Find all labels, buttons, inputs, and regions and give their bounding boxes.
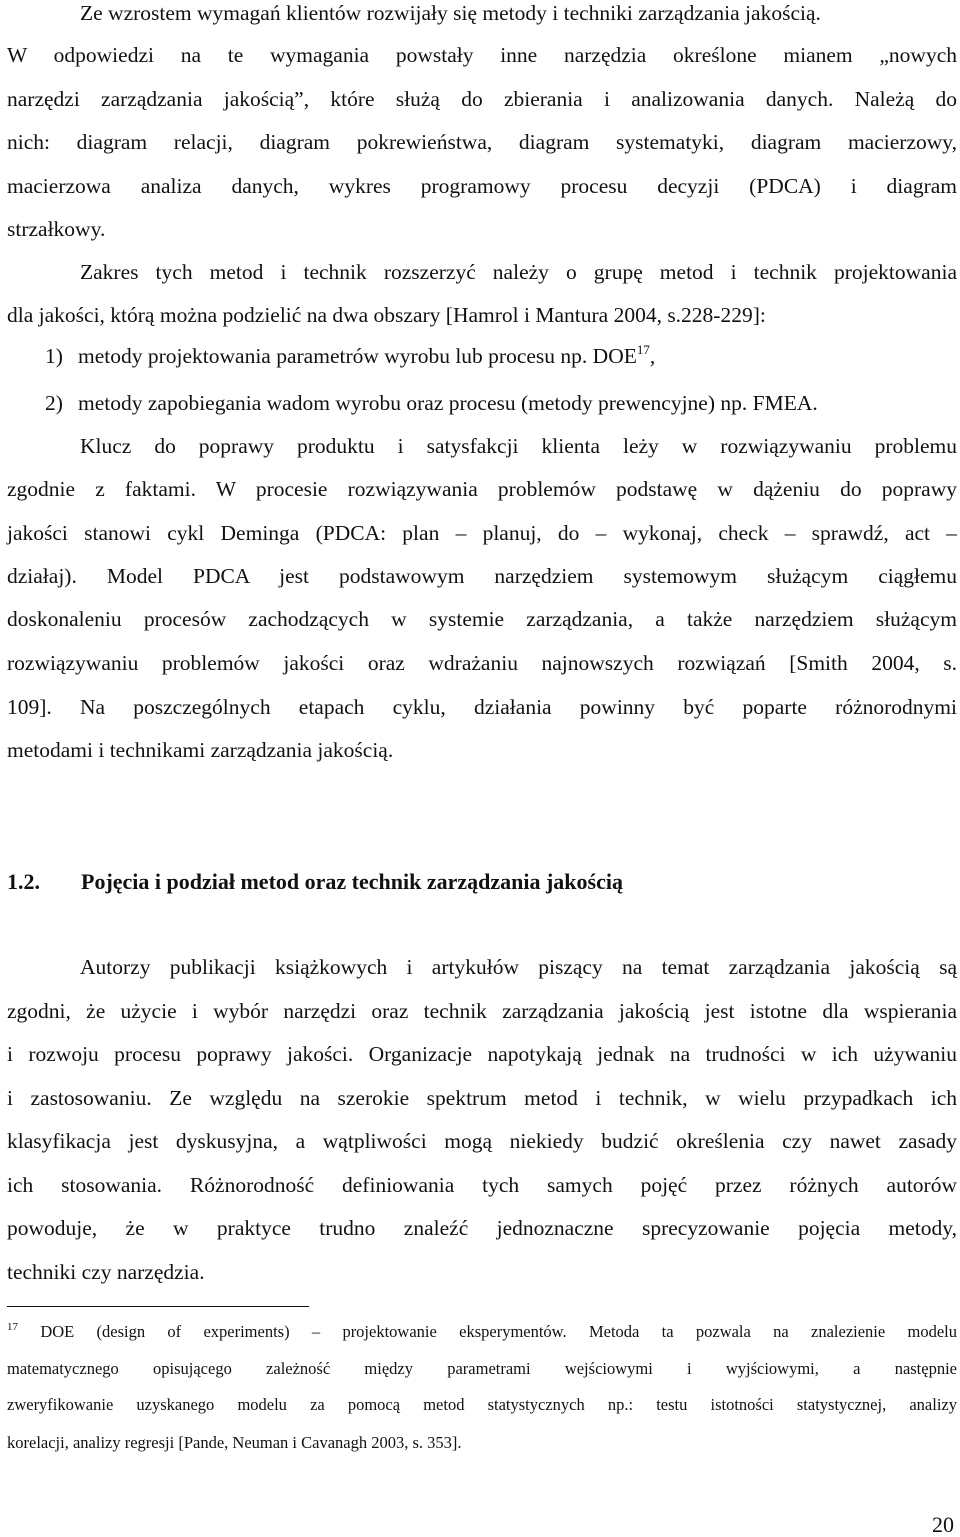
footnote-line-2: matematycznego opisującego zależność między parametrami wejściowymi i wyjściowymi, a następnie — [7, 1359, 957, 1378]
paragraph2-line-2: dla jakości, którą można podzielić na dwa obszary [Hamrol i Mantura 2004, s.228-229]: — [7, 303, 766, 327]
section-heading — [7, 868, 623, 896]
footnote-line-4: korelacji, analizy regresji [Pande, Neuman i Cavanagh 2003, s. 353]. — [7, 1433, 462, 1452]
paragraph3-line-4: działaj). Model PDCA jest podstawowym narzędziem systemowym służącym ciągłemu — [7, 564, 957, 588]
paragraph2-line-1: Zakres tych metod i technik rozszerzyć należy o grupę metod i technik projektowania — [80, 260, 957, 284]
list-item-1-trailing: , — [649, 344, 656, 368]
list-item-2 — [45, 390, 945, 416]
paragraph3-line-2: zgodnie z faktami. W procesie rozwiązywania problemów podstawę w dążeniu do poprawy — [7, 477, 957, 501]
footnote-line-1-text: DOE (design of experiments) – projektowanie eksperymentów. Metoda ta pozwala na znalezienie modelu — [40, 1322, 958, 1341]
paragraph3-line-8: metodami i technikami zarządzania jakością. — [7, 738, 394, 762]
paragraph1-line-1: Ze wzrostem wymagań klientów rozwijały się metody i techniki zarządzania jakością. — [80, 1, 821, 25]
paragraph3-line-1: Klucz do poprawy produktu i satysfakcji klienta leży w rozwiązywaniu problemu — [80, 434, 957, 458]
footnote-mark: 17 — [7, 1321, 18, 1333]
paragraph3-line-3: jakości stanowi cykl Deminga (PDCA: plan – planuj, do – wykonaj, check – sprawdź, act – — [7, 521, 957, 545]
paragraph1-line-5: macierzowa analiza danych, wykres programowy procesu decyzji (PDCA) i diagram — [7, 174, 957, 198]
footnote-separator — [7, 1306, 309, 1307]
footnote-ref-17[interactable]: 17 — [636, 342, 650, 357]
paragraph4-line-1: Autorzy publikacji książkowych i artykułów piszący na temat zarządzania jakością są — [80, 955, 957, 979]
list-item-2-text: metody zapobiegania wadom wyrobu oraz procesu (metody prewencyjne) np. FMEA. — [78, 391, 818, 415]
section-number: 1.2. — [7, 869, 40, 894]
footnote-line-1 — [7, 1321, 957, 1343]
list-item-1 — [45, 343, 945, 369]
paragraph4-line-4: i zastosowaniu. Ze względu na szerokie spektrum metod i technik, w wielu przypadkach ich — [7, 1086, 957, 1110]
footnote-line-3: zweryfikowanie uzyskanego modelu za pomocą metod statystycznych np.: testu istotności statystycznej, analizy — [7, 1395, 957, 1414]
paragraph4-line-7: powoduje, że w praktyce trudno znaleźć jednoznaczne sprecyzowanie pojęcia metody, — [7, 1216, 957, 1240]
paragraph1-line-2: W odpowiedzi na te wymagania powstały inne narzędzia określone mianem „nowych — [7, 43, 957, 67]
paragraph4-line-6: ich stosowania. Różnorodność definiowania tych samych pojęć przez różnych autorów — [7, 1173, 957, 1197]
paragraph1-line-6: strzałkowy. — [7, 217, 106, 241]
paragraph3-line-6: rozwiązywaniu problemów jakości oraz wdrażaniu najnowszych rozwiązań [Smith 2004, s. — [7, 651, 957, 675]
list-item-2-number: 2) — [45, 391, 63, 415]
paragraph1-line-4: nich: diagram relacji, diagram pokrewieństwa, diagram systematyki, diagram macierzowy, — [7, 130, 957, 154]
paragraph1-line-3: narzędzi zarządzania jakością”, które służą do zbierania i analizowania danych. Należą do — [7, 87, 957, 111]
paragraph4-line-2: zgodni, że użycie i wybór narzędzi oraz technik zarządzania jakością jest istotne dla wspierania — [7, 999, 957, 1023]
section-title: Pojęcia i podział metod oraz technik zarządzania jakością — [81, 869, 623, 894]
paragraph3-line-7: 109]. Na poszczególnych etapach cyklu, działania powinny być poparte różnorodnymi — [7, 695, 957, 719]
page-number: 20 — [932, 1512, 954, 1537]
paragraph4-line-8: techniki czy narzędzia. — [7, 1260, 205, 1284]
paragraph3-line-5: doskonaleniu procesów zachodzących w systemie zarządzania, a także narzędziem służącym — [7, 607, 957, 631]
paragraph4-line-3: i rozwoju procesu poprawy jakości. Organizacje napotykają jednak na trudności w ich używaniu — [7, 1042, 957, 1066]
list-item-1-number: 1) — [45, 344, 63, 368]
list-item-1-text: metody projektowania parametrów wyrobu lub procesu np. DOE — [78, 344, 637, 368]
paragraph4-line-5: klasyfikacja jest dyskusyjna, a wątpliwości mogą niekiedy budzić określenia czy nawet zasady — [7, 1129, 957, 1153]
